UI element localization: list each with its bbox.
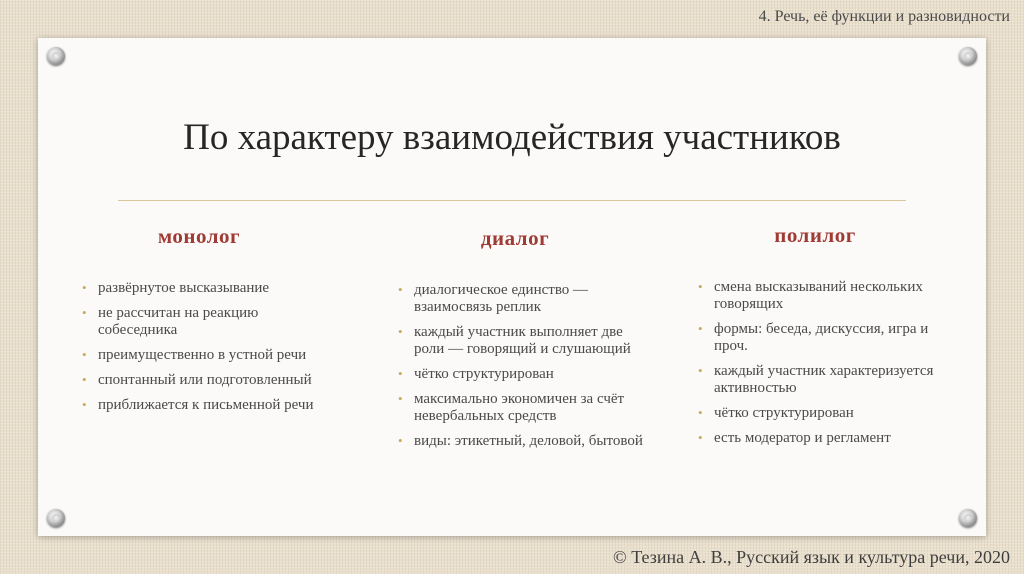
bullet-icon: • xyxy=(82,347,87,362)
list-item-text: не рассчитан на реакцию собеседника xyxy=(98,305,259,338)
bullet-icon: • xyxy=(82,372,87,387)
list-item xyxy=(384,282,646,316)
pin-icon xyxy=(47,47,65,65)
list-item xyxy=(384,391,646,425)
list-item-text: диалогическое единство — взаимосвязь реплик xyxy=(414,282,589,315)
pin-icon xyxy=(959,509,977,527)
list-item-text: спонтанный или подготовленный xyxy=(98,372,312,388)
list-item xyxy=(68,372,330,389)
list-item xyxy=(684,430,946,447)
slide-card xyxy=(38,38,986,536)
footer-credit: © Тезина А. В., Русский язык и культура речи, 2020 xyxy=(613,547,1010,567)
bullet-icon: • xyxy=(698,430,703,445)
list-item-text: формы: беседа, дискуссия, игра и проч. xyxy=(714,321,929,354)
header-topic: 4. Речь, её функции и разновидности xyxy=(758,8,1010,25)
column-heading-monolog: монолог xyxy=(157,224,241,248)
pin-icon xyxy=(47,509,65,527)
list-item-text: каждый участник характеризуется активностью xyxy=(714,363,934,396)
bullet-icon: • xyxy=(82,280,87,295)
slide-title: По характеру взаимодействия участников xyxy=(183,117,841,158)
column-list-dialog xyxy=(384,282,646,450)
bullet-icon: • xyxy=(82,397,87,412)
bullet-icon: • xyxy=(398,391,403,406)
bullet-icon: • xyxy=(398,433,403,448)
list-item-text: смена высказываний нескольких говорящих xyxy=(714,279,923,312)
list-item-text: преимущественно в устной речи xyxy=(98,347,307,363)
column-heading-dialog: диалог xyxy=(480,226,550,250)
column-dialog xyxy=(384,224,646,458)
list-item-text: развёрнутое высказывание xyxy=(98,280,270,296)
bullet-icon: • xyxy=(398,282,403,297)
list-item xyxy=(68,397,330,414)
list-item xyxy=(384,366,646,383)
list-item-text: каждый участник выполняет две роли — говорящий и слушающий xyxy=(414,324,631,357)
column-list-monolog xyxy=(68,280,330,414)
column-monolog xyxy=(68,224,330,422)
column-heading-polilog: полилог xyxy=(774,223,856,247)
bullet-icon: • xyxy=(698,279,703,294)
list-item xyxy=(684,321,946,355)
pin-icon xyxy=(959,47,977,65)
bullet-icon: • xyxy=(398,366,403,381)
bullet-icon: • xyxy=(698,405,703,420)
bullet-icon: • xyxy=(698,363,703,378)
list-item-text: чётко структурирован xyxy=(714,405,854,421)
list-item-text: максимально экономичен за счёт невербальных средств xyxy=(414,391,625,424)
list-item-text: есть модератор и регламент xyxy=(714,430,891,446)
list-item xyxy=(68,305,330,339)
list-item xyxy=(684,279,946,313)
list-item xyxy=(384,433,646,450)
list-item xyxy=(384,324,646,358)
list-item xyxy=(68,280,330,297)
bullet-icon: • xyxy=(398,324,403,339)
bullet-icon: • xyxy=(82,305,87,320)
bullet-icon: • xyxy=(698,321,703,336)
list-item xyxy=(68,347,330,364)
list-item-text: виды: этикетный, деловой, бытовой xyxy=(414,433,643,449)
list-item xyxy=(684,363,946,397)
title-divider xyxy=(118,200,906,201)
column-polilog xyxy=(684,224,946,455)
list-item xyxy=(684,405,946,422)
list-item-text: приближается к письменной речи xyxy=(98,397,314,413)
column-list-polilog xyxy=(684,279,946,447)
list-item-text: чётко структурирован xyxy=(414,366,554,382)
